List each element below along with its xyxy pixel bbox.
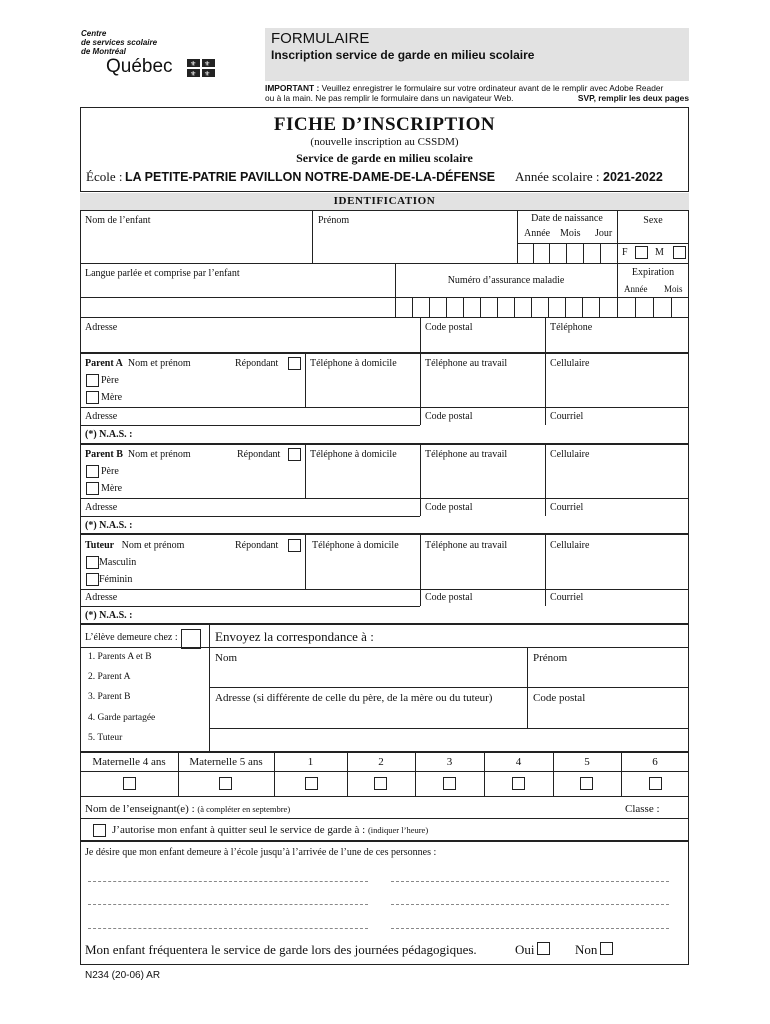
sex-female-checkbox[interactable] <box>635 246 648 259</box>
quebec-wordmark: Québec <box>106 56 173 77</box>
parent-a-father-label: Père <box>101 375 119 386</box>
parent-b-postal-label: Code postal <box>425 502 473 513</box>
waiting-person-line-4[interactable] <box>391 904 669 905</box>
parent-b-work-phone-label: Téléphone au travail <box>425 449 508 460</box>
grade-label-1: 1 <box>307 756 314 768</box>
ped-days-yes-checkbox[interactable] <box>537 942 550 955</box>
svg-text:⚜: ⚜ <box>190 60 197 68</box>
child-phone-label: Téléphone <box>550 322 593 333</box>
grade-label-6: 6 <box>652 756 658 768</box>
parent-a-title: Parent A Nom et prénom <box>85 358 191 369</box>
form-header-band <box>265 28 689 81</box>
grade-label-2: 2 <box>378 756 384 768</box>
guardian-respondent-label: Répondant <box>235 540 279 551</box>
parent-a-work-phone-label: Téléphone au travail <box>425 358 508 369</box>
guardian-masculine-label: Masculin <box>99 557 137 568</box>
authorize-checkbox[interactable] <box>93 824 106 837</box>
important-text1: Veuillez enregistrer le formulaire sur votre ordinateur avant de le remplir avec Adobe Reader <box>321 83 664 93</box>
org-line2: de services scolaire <box>81 38 158 47</box>
grade-checkbox-4[interactable] <box>512 777 525 790</box>
child-firstname-label: Prénom <box>318 215 350 226</box>
parent-a-respondent-label: Répondant <box>235 358 279 369</box>
child-name-label: Nom de l’enfant <box>85 215 151 226</box>
guardian-nas-label: (*) N.A.S. : <box>85 610 133 621</box>
send-to-postal-label: Code postal <box>533 692 586 704</box>
form-title: FICHE D’INSCRIPTION <box>273 114 496 135</box>
send-to-name-label: Nom <box>215 652 237 664</box>
parent-b-respondent-label: Répondant <box>237 449 281 460</box>
identification-heading: IDENTIFICATION <box>333 195 436 207</box>
grade-label-k5: Maternelle 5 ans <box>189 756 263 768</box>
ped-days-no-label: Non <box>575 942 598 957</box>
lives-with-option-4: 4. Garde partagée <box>88 713 156 723</box>
send-to-address-label: Adresse (si différente de celle du père, de la mère ou du tuteur) <box>215 692 493 704</box>
guardian-feminine-checkbox[interactable] <box>86 573 99 586</box>
parent-b-father-checkbox[interactable] <box>86 465 99 478</box>
waiting-person-line-5[interactable] <box>88 928 368 929</box>
authorize-text: J’autorise mon enfant à quitter seul le service de garde à : (indiquer l’heure) <box>112 824 429 836</box>
expiration-label: Expiration <box>631 267 675 278</box>
school-label: École : <box>86 169 123 184</box>
important-notice <box>265 83 689 103</box>
grade-checkbox-1[interactable] <box>305 777 318 790</box>
parent-a-home-phone-label: Téléphone à domicile <box>310 358 397 369</box>
parent-a-father-checkbox[interactable] <box>86 374 99 387</box>
parent-b-mother-checkbox[interactable] <box>86 482 99 495</box>
lives-with-label: L’élève demeure chez : <box>85 632 178 643</box>
org-line3: de Montréal <box>81 47 126 56</box>
parent-a-cell-label: Cellulaire <box>550 358 590 369</box>
parent-a-mother-label: Mère <box>101 392 123 403</box>
grade-checkbox-3[interactable] <box>443 777 456 790</box>
parent-b-email-label: Courriel <box>550 502 584 513</box>
lives-with-option-2: 2. Parent A <box>88 672 131 682</box>
child-address-label: Adresse <box>85 322 118 333</box>
ped-days-yes-label: Oui <box>515 942 535 957</box>
residence-section <box>80 624 689 752</box>
school-year-value: 2021-2022 <box>603 170 663 184</box>
svg-text:⚜: ⚜ <box>190 70 197 77</box>
guardian-title: Tuteur Nom et prénom <box>85 540 185 551</box>
dob-day-label: Jour <box>595 228 613 239</box>
parent-b-respondent-checkbox[interactable] <box>288 448 301 461</box>
ped-days-text: Mon enfant fréquentera le service de garde lors des journées pédagogiques. <box>85 942 477 957</box>
important-text2: ou à la main. Ne pas remplir le formulaire dans un navigateur Web. <box>265 93 514 103</box>
ped-days-no-checkbox[interactable] <box>600 942 613 955</box>
org-line1: Centre <box>81 29 107 38</box>
lives-with-option-3: 3. Parent B <box>88 692 131 702</box>
waiting-person-line-6[interactable] <box>391 928 669 929</box>
parent-a-nas-label: (*) N.A.S. : <box>85 429 133 440</box>
parent-b-home-phone-label: Téléphone à domicile <box>310 449 397 460</box>
parent-b-father-label: Père <box>101 466 119 477</box>
svg-text:⚜: ⚜ <box>204 60 211 68</box>
guardian-address-label: Adresse <box>85 592 118 603</box>
language-label: Langue parlée et comprise par l’enfant <box>85 268 240 279</box>
waiting-person-line-2[interactable] <box>391 881 669 882</box>
guardian-email-label: Courriel <box>550 592 584 603</box>
parent-b-address-label: Adresse <box>85 502 118 513</box>
guardian-feminine-label: Féminin <box>99 574 133 585</box>
expiration-month-label: Mois <box>664 284 683 294</box>
form-type: FORMULAIRE <box>271 30 370 47</box>
send-to-firstname-label: Prénom <box>533 652 568 664</box>
dob-month-label: Mois <box>560 228 581 239</box>
parent-b-mother-label: Mère <box>101 483 123 494</box>
lives-with-input[interactable] <box>181 629 201 649</box>
health-number-label: Numéro d’assurance maladie <box>447 275 565 286</box>
grade-checkbox-k4[interactable] <box>123 777 136 790</box>
dob-label: Date de naissance <box>531 213 603 224</box>
waiting-person-line-1[interactable] <box>88 881 368 882</box>
parent-a-email-label: Courriel <box>550 411 584 422</box>
send-to-label: Envoyez la correspondance à : <box>215 629 374 644</box>
quebec-flag-icon <box>187 59 215 77</box>
school-name: LA PETITE-PATRIE PAVILLON NOTRE-DAME-DE-LA-DÉFENSE <box>125 170 496 184</box>
parent-a-mother-checkbox[interactable] <box>86 391 99 404</box>
parent-b-title: Parent B Nom et prénom <box>85 449 191 460</box>
guardian-home-phone-label: Téléphone à domicile <box>312 540 399 551</box>
grade-label-3: 3 <box>446 756 453 768</box>
school-year-label: Année scolaire : <box>515 169 600 184</box>
lives-with-option-1: 1. Parents A et B <box>88 652 152 662</box>
grade-checkbox-2[interactable] <box>374 777 387 790</box>
parent-a-address-label: Adresse <box>85 411 118 422</box>
form-code: N234 (20-06) AR <box>85 970 161 981</box>
grade-checkbox-6[interactable] <box>649 777 662 790</box>
grade-checkbox-5[interactable] <box>580 777 593 790</box>
waiting-person-line-3[interactable] <box>88 904 368 905</box>
teacher-label: Nom de l’enseignant(e) : (à compléter en septembre) <box>85 803 291 815</box>
parent-b-nas-label: (*) N.A.S. : <box>85 520 133 531</box>
expiration-year-label: Année <box>624 284 648 294</box>
guardian-cell-label: Cellulaire <box>550 540 590 551</box>
guardian-masculine-checkbox[interactable] <box>86 556 99 569</box>
sex-male-label: M <box>655 247 664 258</box>
grade-checkbox-k5[interactable] <box>219 777 232 790</box>
parent-b-cell-label: Cellulaire <box>550 449 590 460</box>
sex-female-label: F <box>622 247 628 258</box>
form-title-sub: (nouvelle inscription au CSSDM) <box>310 136 459 148</box>
parent-a-respondent-checkbox[interactable] <box>288 357 301 370</box>
waiting-text: Je désire que mon enfant demeure à l’école jusqu’à l’arrivée de l’une de ces personnes : <box>85 847 437 858</box>
child-postal-label: Code postal <box>425 322 473 333</box>
service-title: Service de garde en milieu scolaire <box>296 151 473 165</box>
class-label: Classe : <box>625 803 660 815</box>
guardian-respondent-checkbox[interactable] <box>288 539 301 552</box>
important-label: IMPORTANT : <box>265 83 320 93</box>
dob-year-label: Année <box>524 228 551 239</box>
grade-label-5: 5 <box>584 756 590 768</box>
grade-label-k4: Maternelle 4 ans <box>92 756 166 768</box>
guardian-work-phone-label: Téléphone au travail <box>425 540 508 551</box>
form-subtitle: Inscription service de garde en milieu scolaire <box>271 48 535 62</box>
grade-label-4: 4 <box>515 756 522 768</box>
org-logo <box>81 29 231 81</box>
svg-text:⚜: ⚜ <box>204 70 211 77</box>
lives-with-option-5: 5. Tuteur <box>88 733 123 743</box>
sex-label: Sexe <box>643 215 663 226</box>
sex-male-checkbox[interactable] <box>673 246 686 259</box>
svp-note: SVP, remplir les deux pages <box>577 93 689 103</box>
parent-a-postal-label: Code postal <box>425 411 473 422</box>
guardian-postal-label: Code postal <box>425 592 473 603</box>
